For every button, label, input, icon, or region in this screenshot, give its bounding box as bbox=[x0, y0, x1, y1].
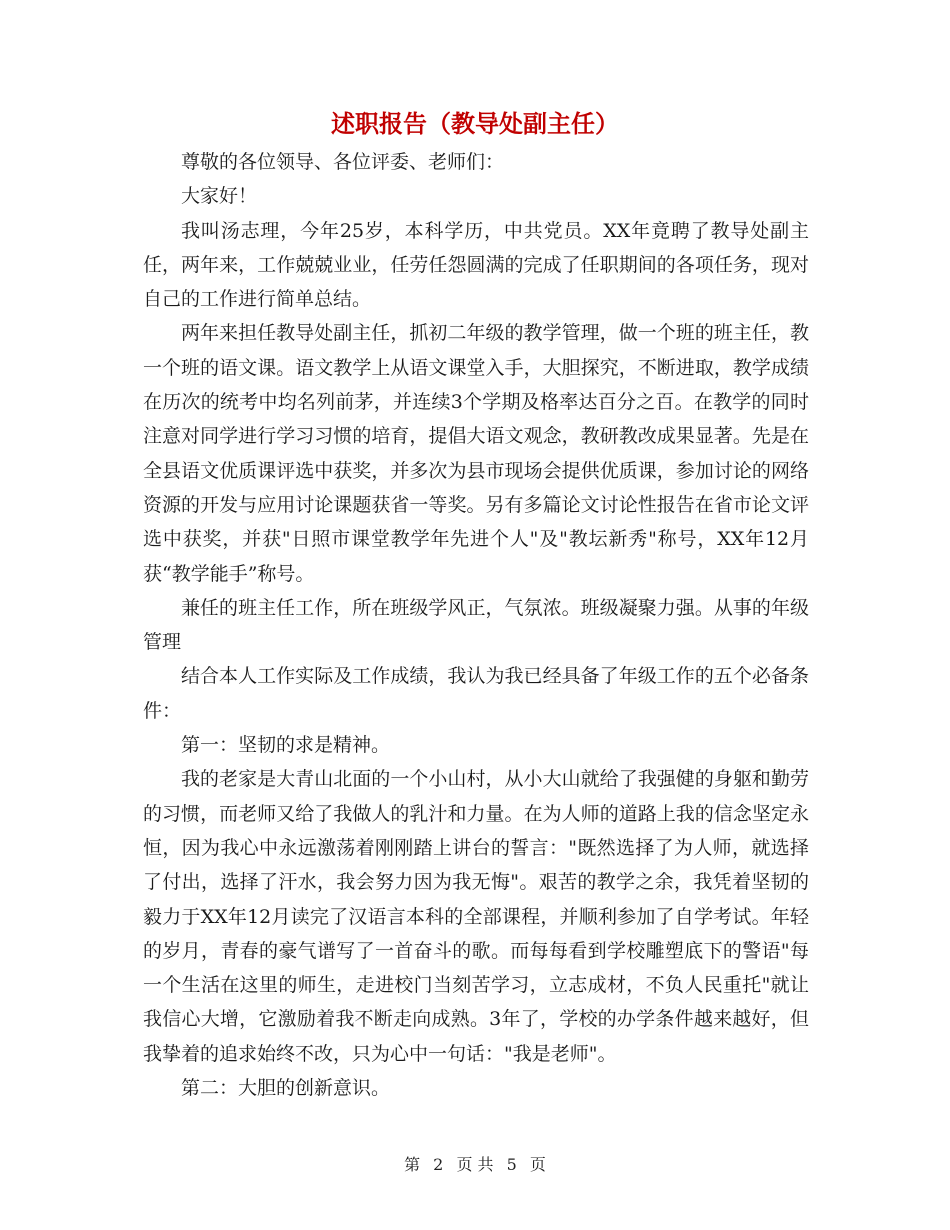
document-body bbox=[143, 145, 809, 1105]
paragraph-point-two: 第二：大胆的创新意识。 bbox=[181, 1077, 391, 1100]
footer-page-current: 2 bbox=[433, 1155, 444, 1174]
footer-prefix: 第 bbox=[404, 1155, 421, 1174]
paragraph-salutation: 尊敬的各位领导、各位评委、老师们： bbox=[181, 151, 505, 173]
page-footer bbox=[0, 1154, 950, 1176]
paragraph-intro: 我叫汤志理，今年25岁，本科学历，中共党员。XX年竟聘了教导处副主任，两年来，工作兢兢业业，任劳任怨圆满的完成了任职期间的各项任务，现对自己的工作进行简单总结。 bbox=[143, 219, 809, 311]
paragraph-conditions: 结合本人工作实际及工作成绩，我认为我已经具备了年级工作的五个必备条件： bbox=[143, 665, 809, 722]
paragraph-point-one: 第一：坚韧的求是精神。 bbox=[181, 734, 391, 757]
footer-suffix: 页 bbox=[529, 1155, 546, 1174]
footer-page-total: 5 bbox=[506, 1155, 517, 1174]
paragraph-class-teacher: 兼任的班主任工作，所在班级学风正，气氛浓。班级凝聚力强。从事的年级管理 bbox=[143, 596, 809, 654]
footer-mid: 页 共 bbox=[456, 1155, 494, 1174]
paragraph-teaching: 两年来担任教导处副主任，抓初二年级的教学管理，做一个班的班主任，教一个班的语文课。语文教学上从语文课堂入手，大胆探究，不断进取，教学成绩在历次的统考中均名列前茅，并连续3个学期及格率达百分之百。在教学的同时注意对同学进行学习习惯的培育，提倡大语文观念，教研教改成果显著。先是在全县语文优质课评选中获奖，并多次为县市现场会提供优质课，参加讨论的网络资源的开发与应用讨论课题获省一等奖。另有多篇论文讨论性报告在省市论文评选中获奖，并获"日照市课堂教学年先进个人"及"教坛新秀"称号，XX年12月获“教学能手”称号。 bbox=[143, 322, 809, 585]
paragraph-greeting: 大家好！ bbox=[181, 185, 258, 208]
paragraph-hometown: 我的老家是大青山北面的一个小山村，从小大山就给了我强健的身躯和勤劳的习惯，而老师又给了我做人的乳汁和力量。在为人师的道路上我的信念坚定永恒，因为我心中永远激荡着刚刚踏上讲台的誓言："既然选择了为人师，就选择了付出，选择了汗水，我会努力因为我无悔"。艰苦的教学之余，我凭着坚韧的毅力于XX年12月读完了汉语言本科的全部课程，并顺利参加了自学考试。年轻的岁月，青春的豪气谱写了一首奋斗的歌。而每每看到学校雕塑底下的警语"每一个生活在这里的师生，走进校门当刻苦学习，立志成材，不负人民重托"就让我信心大增，它激励着我不断走向成熟。3年了，学校的办学条件越来越好，但我挚着的追求始终不改，只为心中一句话："我是老师"。 bbox=[143, 768, 809, 1065]
document-title: 述职报告（教导处副主任） bbox=[331, 109, 619, 138]
